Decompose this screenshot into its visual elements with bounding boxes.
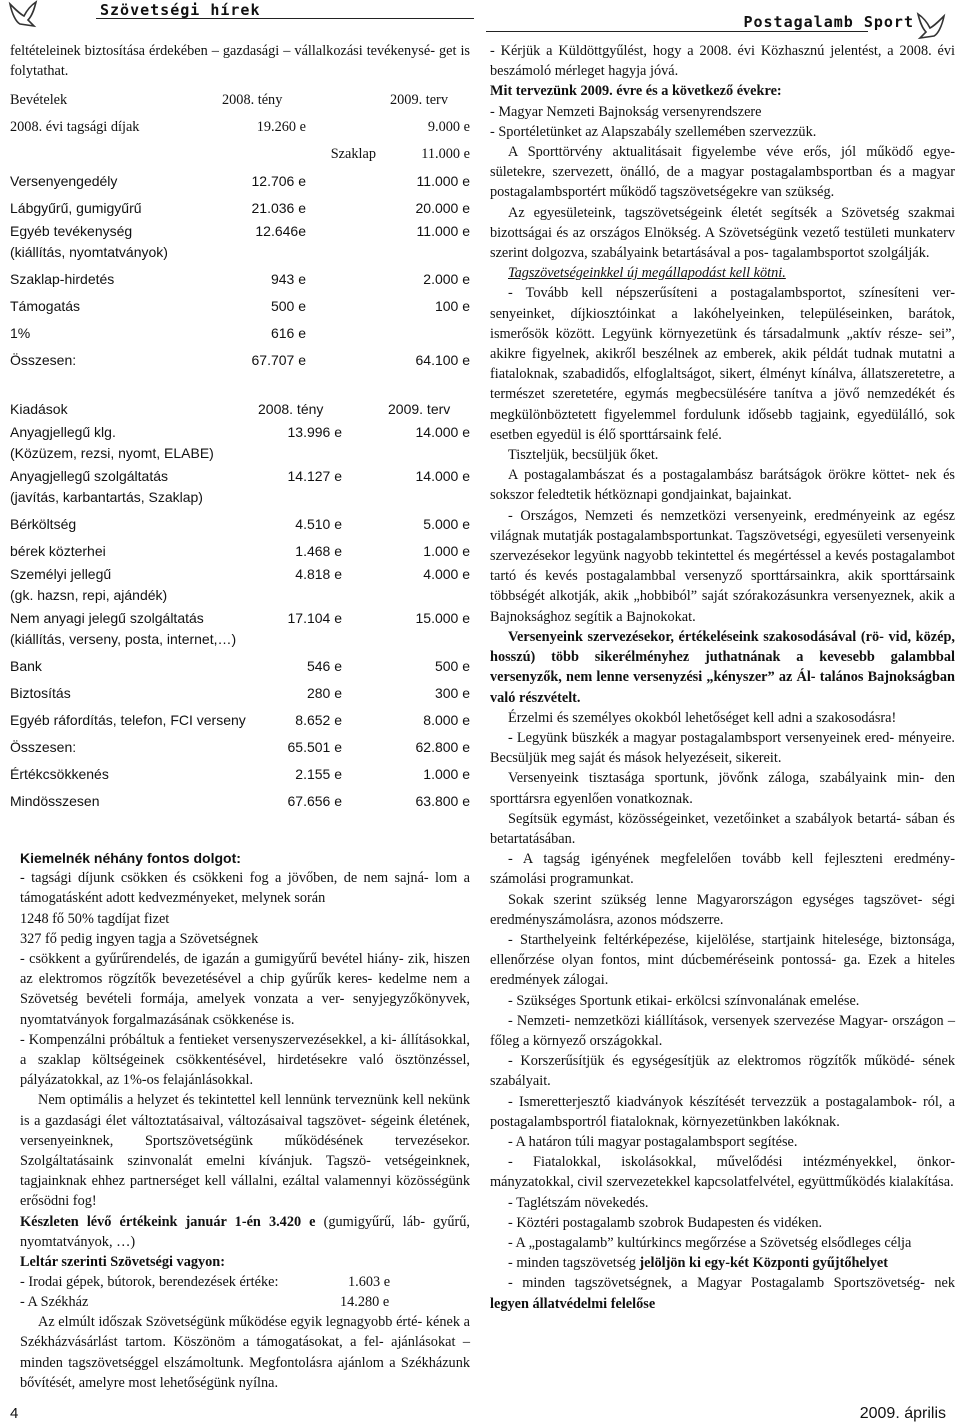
paragraph: - Szükséges Sportunk etikai- erkölcsi színvonalának emelése. [508, 992, 860, 1009]
bold-phrase: jelöljön ki egy-két Központi gyűjtőhelyet [639, 1255, 889, 1272]
table-cell: Szaklap-hirdetés [10, 271, 115, 288]
table-cell: Nem anyagi jelegű szolgáltatás [10, 610, 204, 627]
paragraph: Versenyeink tisztasága sportunk, jövőnk záloga, szabályaink min- den sporttársra egyenlően vonatkoznak. [490, 770, 955, 807]
income-table [10, 87, 470, 374]
paragraph: - Korszerűsítjük és egységesítjük az elektromos rögzítők működé- sének szabályait. [490, 1053, 955, 1090]
issue-date: 2009. április [859, 1405, 946, 1422]
paragraph: - Taglétszám növekedés. [508, 1194, 649, 1211]
table-cell: 64.100 e [415, 352, 470, 369]
table-cell: 65.501 e [287, 739, 342, 756]
asset-value: 14.280 e [340, 1294, 390, 1311]
table-cell: 21.036 e [251, 200, 306, 217]
bold-paragraph: Versenyeink szervezésekor, értékeléseink szakosodásával (rö- vid, közép, hosszú) több sikerélményhez juthatnának a kevesebb galambbal versenyzők, nem lenne versenyzési „kényszer” az Ál- talános Bajnokságban való részvételt. [490, 628, 955, 706]
header-rule-left [96, 18, 474, 19]
stock-value: Készleten lévő értékeink január 1-én 3.420 e [20, 1213, 316, 1230]
table-row [10, 609, 470, 653]
table-cell: Mindösszesen [10, 793, 100, 810]
paragraph: - Sportéletünket az Alapszabály szellemében szervezzük. [490, 123, 817, 140]
table-cell: 500 e [434, 658, 470, 675]
table-row [10, 347, 470, 374]
paragraph: Segítsük egymást, közösségeinket, vezetőinket a szabályok betartá- sában és betartatásában. [490, 810, 955, 847]
header-left-title: Szövetségi hírek [100, 1, 261, 19]
intro-text: feltételeinek biztosítása érdekében – gazdasági – vállalkozási tevékenysé- get is folytathat. [10, 43, 470, 80]
table-cell: 14.000 e [415, 424, 470, 441]
table-cell-sub: (kiállítás, nyomtatványok) [10, 244, 168, 261]
table-cell: 100 e [434, 298, 470, 315]
notes-paragraph: - csökkent a gyűrűrendelés, de igazán a gumigyűrű bevétel hiány- zik, hiszen az elektromos rögzítők bevezetésével a chip gyűrűk keres- kedelme nem a Szövetség bevételi formája, amelyek vonzata a ver- senyjegyzőkönyvek, nyomtatványok forgalmazásának csökkenése is. [20, 951, 470, 1028]
paragraph: Tiszteljük, becsüljük őket. [508, 447, 659, 464]
table-cell: 67.656 e [287, 793, 342, 810]
table-cell-sub: (Közüzem, rezsi, nyomt, ELABE) [10, 445, 214, 462]
table-cell-sub: (kiállítás, verseny, posta, internet,…) [10, 631, 237, 648]
table-cell: Személyi jellegű [10, 566, 112, 583]
table-row [10, 707, 470, 734]
table-cell: Biztosítás [10, 685, 71, 702]
bold-phrase: legyen állatvédelmi felelőse [490, 1295, 656, 1312]
table-cell: 500 e [270, 298, 306, 315]
table-header [10, 87, 470, 114]
table-row [10, 788, 470, 815]
table-cell: 2009. terv [390, 92, 448, 109]
asset-value: 1.603 e [348, 1274, 391, 1291]
table-cell: 20.000 e [415, 200, 470, 217]
table-cell: 300 e [434, 685, 470, 702]
paragraph: - Tovább kell népszerűsíteni a postagalambsportot, színesíteni ver- senyeinket, díjkiosztóinkat a lakóhelyeinken, településeinken, barátok, ismerősök között. Legyünk környezetünk és társadalmunk „aktív része- sei”, akikre figyelnek, akikről beszélnek az emberek, akik példát tudnak mutatni a fiataloknak, szabadidős, elfoglaltságot, sikert, élményt kínálva, állatszeretetre, a természet szeretetére, egymás megbecsülésére tanítva a jövő nemzedékét és megkülönböztetett figyelemmel fordulunk idősebb tagjaink, egyedülálló, sok esetben egyedül is élő sporttársaink felé. [490, 285, 955, 443]
table-cell: 1% [10, 325, 31, 342]
table-row [10, 266, 470, 293]
table-cell: 2.000 e [423, 271, 470, 288]
table-row [10, 761, 470, 788]
table-cell: 12.646e [255, 223, 306, 240]
table-cell: Versenyengedély [10, 173, 118, 190]
table-cell: Szaklap [330, 146, 376, 163]
table-cell: Lábgyűrű, gumigyűrű [10, 200, 142, 217]
table-cell: 5.000 e [423, 516, 470, 533]
table-cell: 2008. tény [222, 92, 283, 109]
table-cell: 280 e [306, 685, 342, 702]
table-cell: 12.706 e [251, 173, 306, 190]
paragraph: - minden tagszövetségnek, a Magyar Postagalamb Sportszövetség- nek [508, 1275, 955, 1292]
table-cell: 1.000 e [423, 543, 470, 560]
paragraph: A postagalambászat és a postagalambász barátságok örökre köttet- nek és sokszor feledtetik hétköznapi gondjainkat, bajainkat. [490, 467, 955, 504]
notes-line: 1248 fő 50% tagdíjat fizet [20, 910, 170, 927]
table-cell: Egyéb tevékenység [10, 223, 133, 240]
table-cell: Bérköltség [10, 516, 77, 533]
asset-label: - Irodai gépek, bútorok, berendezések értéke: [20, 1274, 279, 1291]
table-cell: Értékcsökkenés [10, 766, 109, 783]
table-cell: 2008. tény [258, 401, 324, 418]
table-row [10, 467, 470, 511]
table-row [10, 141, 470, 168]
table-cell: 62.800 e [415, 739, 470, 756]
paragraph: - Legyünk büszkék a magyar postagalambsport versenyeinek ered- ményeire. Becsüljük meg saját és mások helyezéseit, sikereit. [490, 729, 955, 767]
table-row [10, 680, 470, 707]
table-cell: Támogatás [10, 298, 81, 315]
notes-paragraph: - tagsági díjunk csökken és csökkeni fog a jövőben, de nem sajná- lom a támogatásként adott kedvezményeket, melynek során [20, 870, 470, 907]
table-cell: Egyéb ráfordítás, telefon, FCI verseny [10, 712, 246, 729]
table-cell: Anyagjellegű szolgáltatás [10, 468, 168, 485]
paragraph: A Sporttörvény aktualitásait figyelembe véve erős, jól működő egye- sületekre, szervezett, önálló, de a magyar postagalambsportban és a magyar postagalambsportért működő tagszövetségekre van szükség. [490, 144, 955, 201]
table-cell: 67.707 e [251, 352, 306, 369]
table-row [10, 511, 470, 538]
table-cell: 9.000 e [427, 119, 470, 136]
expense-table [10, 396, 470, 815]
table-cell: Bevételek [10, 92, 68, 109]
table-cell: 4.510 e [295, 516, 342, 533]
table-cell: 14.000 e [415, 468, 470, 485]
paragraph: - Magyar Nemzeti Bajnokság versenyrendszere [490, 103, 762, 120]
paragraph: - A határon túli magyar postagalambsport segítése. [508, 1133, 798, 1150]
notes-paragraph: - Kompenzálni próbáltuk a fentieket versenyszervezésekkel, a ki- állításokkal, a szaklap költségeinek csökkentésével, hirdetésekre való ösztönzéssel, pályázatokkal, az 1%-os felajánlásokkal. [20, 1031, 470, 1089]
header-right-title: Postagalamb Sport [743, 13, 914, 31]
table-cell: Összesen: [10, 352, 77, 369]
notes-line: 327 fő pedig ingyen tagja a Szövetségnek [20, 930, 259, 947]
paragraph: - Ismeretterjesztő kiadványok készítését tervezzük a postagalambok- ról, a postagalambsportról fiataloknak, környezetünkben lakóknak. [490, 1093, 955, 1130]
table-cell: 4.818 e [295, 566, 342, 583]
table-cell: 17.104 e [287, 610, 342, 627]
table-cell: 546 e [306, 658, 342, 675]
paragraph: - Starthelyeink feltérképezése, kijelölése, startjaink hitelesége, biztonsága, ellenőrzése olyan fontos, mint dúcbeméréseink pontossá- ga. Ezek a hiteles eredmények zálogai. [490, 931, 955, 989]
paragraph: - Fiatalokkal, iskolásokkal, művelődési intézményekkel, önkor- mányzatokkal, civil szervezetekkel kapcsolatfelvétel, együttműködés kialakítása. [490, 1154, 955, 1191]
notes-section [20, 848, 470, 1393]
underlined-note: Tagszövetségeinkkel új megállapodást kell kötni. [508, 265, 786, 282]
table-cell: bérek közterhei [10, 543, 106, 560]
section-heading: Mit tervezünk 2009. évre és a következő évekre: [490, 83, 782, 100]
paragraph: Az egyesületeink, tagszövetségeink életét segítsék a Szövetség szakmai bizottságai és az országos Elnökség. A Szövetségünk vezető testületi munkaterv szerint dolgozva, szabályaink betartásával a pos- tagalambsportot szolgálják. [490, 204, 955, 262]
left-column [10, 41, 470, 815]
assets-heading: Leltár szerinti Szövetségi vagyon: [20, 1254, 226, 1271]
paragraph: Érzelmi és személyes okokból lehetőséget kell adni a szakosodásra! [508, 709, 897, 726]
table-cell: 1.468 e [295, 543, 342, 560]
pigeon-logo-icon [910, 12, 948, 40]
table-cell: 2009. terv [388, 401, 451, 418]
page-header [0, 0, 960, 36]
paragraph: Sokak szerint szükség lenne Magyarországon egységes tagszövet- ségi eredményszámolásra, azonos módszerre. [490, 891, 955, 928]
table-cell: 13.996 e [287, 424, 342, 441]
table-cell: 11.000 e [421, 146, 470, 163]
table-cell: 2.155 e [295, 766, 342, 783]
table-cell: 15.000 e [415, 610, 470, 627]
table-cell: Összesen: [10, 739, 77, 756]
table-row [10, 168, 470, 195]
notes-paragraph: Nem optimális a helyzet és tekintettel kell lennünk terveznünk kell nekünk is a gazdasági élet változtatásaival, változásaival tagszövet- ségeink életének, versenyeinknek, Sportszövetségünk működésének tervezésekor. Szolgáltatásaink szinvonalát emelni kívánjuk. Tagszö- vetségeinknek, tagjainknak ehhez partnerséget kell vállalni, ezáltal valamennyi közösségünk erősödni fog! [20, 1092, 470, 1210]
table-cell-sub: (javítás, karbantartás, Szaklap) [10, 489, 203, 506]
paragraph: - Kérjük a Küldöttgyűlést, hogy a 2008. évi Közhasznú jelentést, a 2008. évi beszámoló mérleget hagyja jóvá. [490, 43, 955, 80]
table-row [10, 320, 470, 347]
table-cell: 11.000 e [416, 223, 470, 240]
table-row [10, 734, 470, 761]
table-cell: 63.800 e [415, 793, 470, 810]
page-number: 4 [10, 1405, 19, 1422]
table-cell-sub: (gk. hazsn, repi, ajándék) [10, 587, 168, 604]
table-cell: Bank [10, 658, 42, 675]
table-cell: Kiadások [10, 401, 68, 418]
paragraph: - Országos, Nemzeti és nemzetközi versenyeink, eredményeink az egész világnak mutatják postagalambsportunkat. Tagszövetségi, egyesületi versenyeink szervezésekor legyünk nagyobb tekintettel és megértéssel a kevés postagalambot tartó és kevés postagalambbal versenyző sporttársainkra, akik sporttársaink többségét alkotják, akik „hobbiból” saját szórakozásunkra versenyeznek, akik a Bajnoksághoz segítik a Bajnokokat. [490, 507, 955, 625]
table-cell: 616 e [270, 325, 306, 342]
stock-detail: (gumigyűrű, láb- gyűrű, nyomtatványok, …) [20, 1213, 470, 1250]
table-row [10, 293, 470, 320]
paragraph: - minden tagszövetség [508, 1255, 640, 1272]
pigeon-logo-icon [6, 0, 44, 28]
table-cell: 1.000 e [423, 766, 470, 783]
table-row [10, 565, 470, 609]
table-cell: Anyagjellegű klg. [10, 424, 116, 441]
table-row [10, 114, 470, 141]
table-row [10, 222, 470, 266]
table-cell: 8.000 e [423, 712, 470, 729]
asset-label: - A Székház [20, 1294, 89, 1311]
table-cell: 19.260 e [256, 119, 306, 136]
table-cell: 11.000 e [416, 173, 470, 190]
paragraph: - Köztéri postagalamb szobrok Budapesten és vidéken. [508, 1214, 823, 1231]
paragraph: - A tagság igényének megfelelően tovább kell fejleszteni eredmény- számolási programunkat. [490, 851, 955, 888]
table-row [10, 423, 470, 467]
table-row [10, 653, 470, 680]
table-cell: 2008. évi tagsági díjak [10, 119, 140, 136]
table-cell: 14.127 e [287, 468, 342, 485]
table-cell: 8.652 e [295, 712, 342, 729]
notes-paragraph: Az elmúlt időszak Szövetségünk működése egyik legnagyobb érté- kének a Székházvásárlást tartom. Köszönöm a támogatásokat, a fel- ajánlásokat – minden tagszövetséggel elszámoltunk. Megfontolásra ajánlom a Székházunk bővítését, amelyre most lehetőségünk nyílna. [20, 1314, 470, 1391]
right-column [490, 41, 955, 1314]
table-cell: 943 e [270, 271, 306, 288]
paragraph: - A „postagalamb” kultúrkincs megőrzése a Szövetség elsődleges célja [508, 1234, 912, 1251]
notes-heading: Kiemelnék néhány fontos dolgot: [20, 850, 241, 866]
table-cell: 4.000 e [423, 566, 470, 583]
paragraph: - Nemzeti- nemzetközi kiállítások, versenyek szervezése Magyar- országon – főleg a környező országokkal. [490, 1012, 955, 1049]
